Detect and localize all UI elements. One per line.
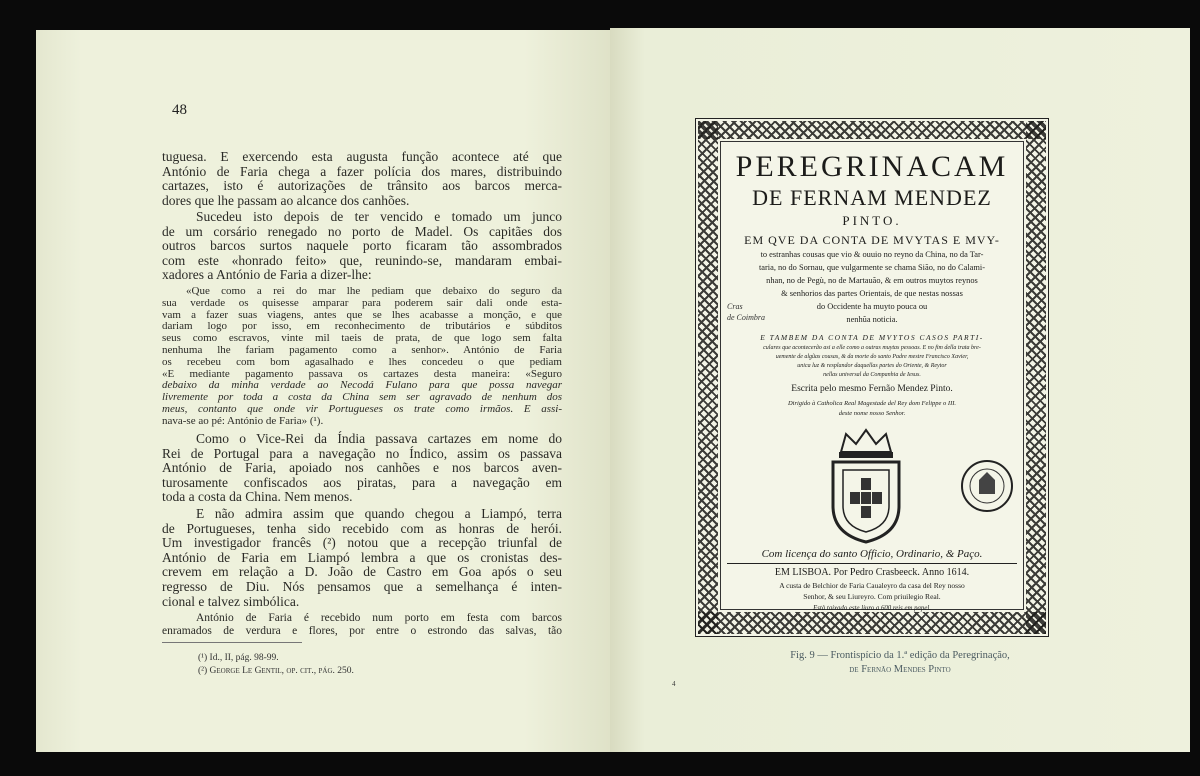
text-line: outros barcos surtos naquele porto ficaram tão assombrados <box>162 238 562 254</box>
cost-line: Senhor, & seu Liureyro. Com priuilegio Real. <box>803 592 941 601</box>
subtitle-line: do Occidente ha muyto pouca ou <box>816 302 928 311</box>
text-line: seus como escravos, vinte mil taeis de prata, de que logo sem falta <box>162 332 562 345</box>
coat-of-arms-icon <box>821 426 911 546</box>
author-line: Escrita pelo mesmo Fernão Mendez Pinto. <box>791 384 953 394</box>
text-line: cartazes, isto é autorizações de trânsito aos barcos merca- <box>162 178 562 194</box>
footnote-1: (¹) Id., II, pág. 98-99. <box>198 653 279 663</box>
price-line: Està taixado este liuro a 600 reis em papel. <box>813 605 931 612</box>
subtitle-line: to estranhas cousas que vio & ouuio no reyno da China, no da Tar- <box>760 250 984 259</box>
text-line: tuguesa. E exercendo esta augusta função acontece até que <box>162 149 562 164</box>
text-line: xadores a António de Faria a dizer-lhe: <box>162 267 372 283</box>
frontispiece <box>695 118 1049 637</box>
text-line: Sucedeu isto depois de ter vencido e tomado um junco <box>196 209 562 224</box>
page-number: 48 <box>172 102 187 118</box>
text-line: dores que lhe passam ao alcance dos canhões. <box>162 192 410 208</box>
text-line: António de Faria em Liampó lembra a que os cronistas des- <box>162 549 562 565</box>
text-line: António de Faria é recebido num porto em festa com barcos <box>196 612 562 624</box>
text-line: regresso de Diu. Nós pensamos que a semelhança é inten- <box>162 578 562 594</box>
cost-line: A custa de Belchior de Faria Caualeyro da casa del Rey nosso <box>779 581 965 590</box>
subtitle-line: nhan, no de Pegù, no de Martauão, & em outros muytos reynos <box>766 276 978 285</box>
text-line: crevem em relação a D. João de Castro em Goa após o seu <box>162 564 562 580</box>
corner-mark: 4 <box>672 680 676 688</box>
text-line: E não admira assim que quando chegou a Liampó, terra <box>196 506 562 521</box>
subtitle-line: EM QVE DA CONTA DE MVYTAS E MVY- <box>744 233 1000 247</box>
footnote-2: (²) George Le Gentil, op. cit., pág. 250. <box>198 666 354 676</box>
text-line: vam a fazer suas viagens, antes que se lhes acabasse a monção, e que <box>162 308 562 321</box>
text-line: António de Faria, apoiado nos canhões e nos barcos aven- <box>162 460 562 476</box>
dedication-line: deste nome nosso Senhor. <box>838 410 906 417</box>
figure-caption-line-2: de Fernão Mendes Pinto <box>849 664 951 675</box>
library-stamp-icon <box>959 458 1015 514</box>
text-line: os recebeu com bom agasalhado e lhes concedeu o que pediam <box>162 355 562 368</box>
handwritten-note-2: de Coimbra <box>727 313 765 322</box>
also-line: nellas universal da Companhia de Iesus. <box>823 372 921 378</box>
text-line: Um investigador francês (²) notou que a recepção triunfal de <box>162 535 562 551</box>
paragraph-1 <box>162 150 562 208</box>
license-line: Com licença do santo Officio, Ordinario, & Paço. <box>761 548 983 560</box>
left-page <box>36 30 610 752</box>
subtitle-line: nenhũa noticia. <box>846 315 898 324</box>
text-line: cional e talvez simbólica. <box>162 593 300 609</box>
title-line-3: PINTO. <box>842 213 902 228</box>
footnote-divider <box>162 642 302 643</box>
paragraph-3 <box>162 432 562 505</box>
paragraph-4 <box>162 507 562 609</box>
title-line-2: DE FERNAM MENDEZ <box>752 185 992 210</box>
text-line: toda a costa da China. Nem menos. <box>162 489 353 505</box>
also-line: unica luz & resplandor daquellas partes do Oriente, & Reytor <box>797 363 947 369</box>
text-line: Rei de Portugal para a navegação no Índico, assim os passava <box>162 445 562 461</box>
block-quote <box>162 286 562 428</box>
handwritten-note-1: Cras <box>727 302 743 311</box>
ornamental-border-bottom <box>698 612 1046 634</box>
ornamental-border-top <box>698 121 1046 139</box>
text-line: com este «honrado feito» que, reunindo-se, mandaram embai- <box>162 252 562 268</box>
ornamental-border-right <box>1026 121 1046 634</box>
text-line: Como o Vice-Rei da Índia passava cartazes em nome do <box>196 431 562 446</box>
text-line: sua verdade os quisesse amparar para poderem sair dali onde esta- <box>162 296 562 309</box>
right-page <box>610 28 1190 752</box>
figure-caption-line-1: Fig. 9 — Frontispício da 1.ª edição da Peregrinação, <box>790 650 1010 661</box>
text-line: turosamente confiscados aos piratas, para a navegação em <box>162 474 562 490</box>
also-line: E TAMBEM DA CONTA DE MVYTOS CASOS PARTI- <box>760 333 984 342</box>
text-line: de um corsário renegado no porto de Madel. Os capitães dos <box>162 223 562 239</box>
text-line: meus, contanto que onde vir Portugueses os trate como irmãos. E assi- <box>162 402 562 415</box>
text-line: «Que como a rei do mar lhe pediam que debaixo do seguro da <box>186 285 562 297</box>
also-line: culares que acontecerão asi a elle como a outras muytas pessoas. E no fim della trata bre- <box>763 345 981 351</box>
title-line-1: PEREGRINACAM <box>735 150 1009 183</box>
paragraph-2 <box>162 210 562 283</box>
text-line: nenhuma lhe fariam pagamento como a senhor». António de Faria <box>162 343 562 356</box>
text-line: dariam logo por isso, em reconhecimento de tributários e súbditos <box>162 320 562 333</box>
text-line: «E mediante pagamento passava os cartazes desta maneira: «Seguro <box>162 367 562 380</box>
text-line: nava-se ao pé: António de Faria» (¹). <box>162 414 324 427</box>
paragraph-5 <box>162 612 562 637</box>
also-line: uemente de algũas cousas, & da morte do santo Padre mestre Francisco Xavier, <box>775 354 969 360</box>
subtitle-line: taria, no do Sornau, que vulgarmente se chama Sião, no do Calami- <box>758 263 986 272</box>
text-line: livremente por toda a costa da China sem ser agravado de nenhum dos <box>162 391 562 404</box>
ornamental-border-left <box>698 121 718 634</box>
imprint-line: EM LISBOA. Por Pedro Crasbeeck. Anno 1614. <box>774 567 970 578</box>
text-line: debaixo da minha verdade ao Necodá Fulano para que possa navegar <box>162 379 562 392</box>
text-line: de Portugueses, tenha sido recebido com as honras de herói. <box>162 520 562 536</box>
text-line: António de Faria chega a fazer polícia dos mares, distribuindo <box>162 163 562 179</box>
dedication-line: Dirigido à Catholica Real Magestade del Rey dom Felippe o III. <box>787 400 957 407</box>
title-panel <box>720 141 1024 610</box>
subtitle-line: & senhorios das partes Orientais, de que nestas nossas <box>781 289 963 298</box>
text-line: enramados de verdura e flores, por entre o estrondo das salvas, tão <box>162 624 562 637</box>
imprint-divider <box>727 563 1017 564</box>
